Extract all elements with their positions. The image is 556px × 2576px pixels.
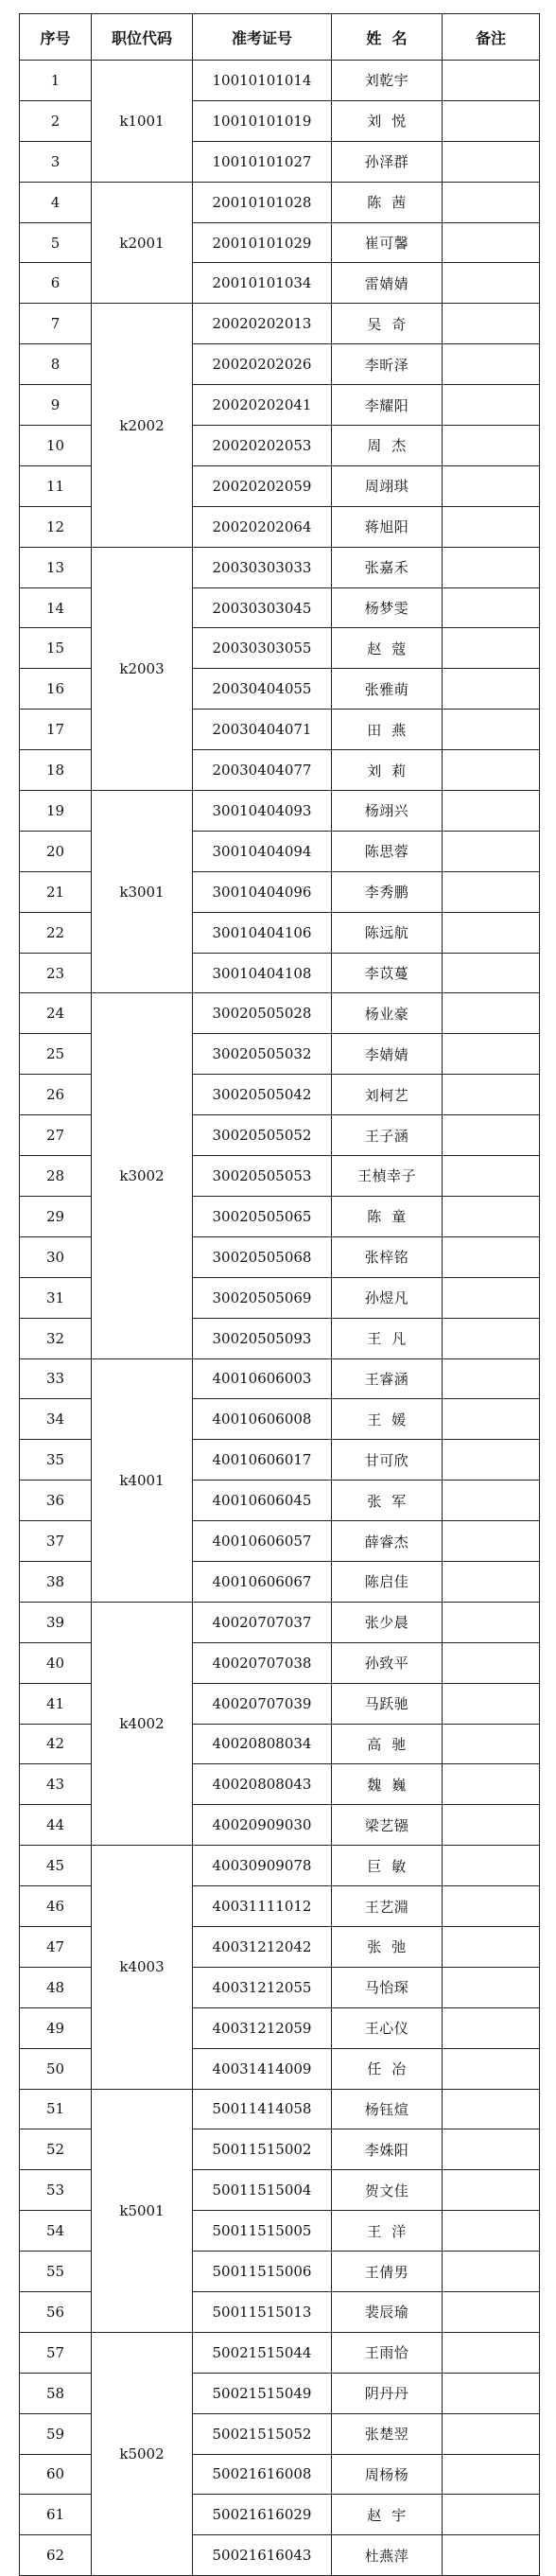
cell-name: 李昕泽 (332, 344, 443, 385)
cell-serial: 54 (20, 2211, 92, 2252)
candidate-table (19, 13, 540, 2576)
cell-exam-id: 40020707039 (193, 1683, 332, 1724)
cell-name: 陈 茜 (332, 182, 443, 222)
cell-name: 陈远航 (332, 912, 443, 953)
table-row (20, 547, 540, 587)
cell-name: 杜燕萍 (332, 2535, 443, 2576)
cell-name: 周翊琪 (332, 465, 443, 506)
cell-remarks (443, 2332, 540, 2373)
cell-serial: 45 (20, 1846, 92, 1886)
cell-exam-id: 40020707038 (193, 1642, 332, 1683)
cell-exam-id: 40031212059 (193, 2007, 332, 2048)
cell-serial: 33 (20, 1358, 92, 1399)
cell-exam-id: 30020505028 (193, 993, 332, 1034)
cell-serial: 31 (20, 1277, 92, 1318)
header-serial: 序号 (20, 14, 92, 61)
cell-serial: 40 (20, 1642, 92, 1683)
cell-remarks (443, 2373, 540, 2413)
cell-serial: 5 (20, 222, 92, 263)
cell-position-code: k5002 (92, 2332, 193, 2575)
cell-name: 崔可馨 (332, 222, 443, 263)
header-remarks: 备注 (443, 14, 540, 61)
cell-serial: 58 (20, 2373, 92, 2413)
cell-serial: 51 (20, 2089, 92, 2129)
cell-serial: 41 (20, 1683, 92, 1724)
cell-exam-id: 20020202013 (193, 304, 332, 344)
cell-remarks (443, 1318, 540, 1358)
cell-exam-id: 10010101019 (193, 100, 332, 141)
cell-position-code: k3001 (92, 791, 193, 993)
cell-exam-id: 20020202064 (193, 506, 332, 547)
cell-remarks (443, 2535, 540, 2576)
cell-serial: 19 (20, 791, 92, 832)
cell-remarks (443, 1886, 540, 1927)
cell-remarks (443, 506, 540, 547)
cell-name: 刘乾宇 (332, 61, 443, 101)
header-position-code: 职位代码 (92, 14, 193, 61)
cell-exam-id: 40031212055 (193, 1967, 332, 2007)
cell-name: 孙煜凡 (332, 1277, 443, 1318)
cell-exam-id: 50021616043 (193, 2535, 332, 2576)
cell-exam-id: 40030909078 (193, 1846, 332, 1886)
cell-remarks (443, 222, 540, 263)
cell-exam-id: 30020505042 (193, 1075, 332, 1115)
cell-name: 魏 巍 (332, 1764, 443, 1805)
cell-remarks (443, 344, 540, 385)
cell-name: 李苡蔓 (332, 953, 443, 993)
cell-exam-id: 40010606008 (193, 1399, 332, 1440)
cell-remarks (443, 1521, 540, 1562)
cell-exam-id: 20030404077 (193, 750, 332, 791)
cell-name: 陈启佳 (332, 1561, 443, 1602)
cell-exam-id: 20020202053 (193, 426, 332, 466)
cell-exam-id: 40010606003 (193, 1358, 332, 1399)
cell-exam-id: 50011515013 (193, 2291, 332, 2332)
cell-serial: 34 (20, 1399, 92, 1440)
cell-name: 王艺淵 (332, 1886, 443, 1927)
cell-serial: 10 (20, 426, 92, 466)
cell-remarks (443, 791, 540, 832)
cell-serial: 12 (20, 506, 92, 547)
cell-serial: 29 (20, 1196, 92, 1236)
cell-name: 任 冶 (332, 2048, 443, 2089)
cell-serial: 24 (20, 993, 92, 1034)
cell-exam-id: 20030303045 (193, 587, 332, 628)
cell-remarks (443, 141, 540, 182)
table-row (20, 1358, 540, 1399)
cell-remarks (443, 1602, 540, 1642)
cell-remarks (443, 1440, 540, 1481)
cell-remarks (443, 1561, 540, 1602)
cell-name: 李姝阳 (332, 2129, 443, 2170)
cell-remarks (443, 993, 540, 1034)
cell-name: 李耀阳 (332, 385, 443, 426)
cell-exam-id: 10010101014 (193, 61, 332, 101)
cell-serial: 8 (20, 344, 92, 385)
cell-remarks (443, 1846, 540, 1886)
cell-remarks (443, 1764, 540, 1805)
cell-name: 王睿涵 (332, 1358, 443, 1399)
cell-remarks (443, 1805, 540, 1846)
table-row (20, 182, 540, 222)
cell-name: 张梓铭 (332, 1236, 443, 1277)
table-row (20, 2332, 540, 2373)
cell-serial: 53 (20, 2170, 92, 2211)
cell-serial: 13 (20, 547, 92, 587)
cell-exam-id: 40010606017 (193, 1440, 332, 1481)
cell-name: 刘 悦 (332, 100, 443, 141)
cell-name: 王 媛 (332, 1399, 443, 1440)
cell-position-code: k2002 (92, 304, 193, 547)
cell-serial: 49 (20, 2007, 92, 2048)
cell-exam-id: 30020505032 (193, 1034, 332, 1075)
cell-remarks (443, 831, 540, 871)
cell-position-code: k4001 (92, 1358, 193, 1602)
cell-name: 杨钰煊 (332, 2089, 443, 2129)
cell-serial: 26 (20, 1075, 92, 1115)
cell-serial: 52 (20, 2129, 92, 2170)
cell-name: 梁艺镪 (332, 1805, 443, 1846)
cell-exam-id: 40031212042 (193, 1926, 332, 1967)
cell-name: 王子涵 (332, 1115, 443, 1156)
cell-serial: 18 (20, 750, 92, 791)
cell-remarks (443, 953, 540, 993)
cell-exam-id: 50021515052 (193, 2413, 332, 2454)
cell-exam-id: 50011515005 (193, 2211, 332, 2252)
cell-remarks (443, 871, 540, 912)
cell-name: 张雅萌 (332, 669, 443, 710)
cell-remarks (443, 465, 540, 506)
cell-exam-id: 40020707037 (193, 1602, 332, 1642)
cell-name: 甘可欣 (332, 1440, 443, 1481)
cell-exam-id: 30010404094 (193, 831, 332, 871)
cell-serial: 3 (20, 141, 92, 182)
cell-name: 王雨恰 (332, 2332, 443, 2373)
cell-exam-id: 50021515049 (193, 2373, 332, 2413)
table-row (20, 61, 540, 101)
cell-remarks (443, 385, 540, 426)
cell-position-code: k2001 (92, 182, 193, 304)
cell-serial: 1 (20, 61, 92, 101)
cell-serial: 7 (20, 304, 92, 344)
cell-remarks (443, 2252, 540, 2292)
cell-name: 杨梦雯 (332, 587, 443, 628)
cell-remarks (443, 2048, 540, 2089)
cell-exam-id: 50011515002 (193, 2129, 332, 2170)
cell-exam-id: 50021616029 (193, 2495, 332, 2535)
cell-serial: 21 (20, 871, 92, 912)
cell-exam-id: 40010606067 (193, 1561, 332, 1602)
cell-remarks (443, 182, 540, 222)
cell-remarks (443, 547, 540, 587)
cell-serial: 44 (20, 1805, 92, 1846)
cell-exam-id: 30020505068 (193, 1236, 332, 1277)
cell-remarks (443, 1075, 540, 1115)
cell-remarks (443, 2089, 540, 2129)
cell-serial: 37 (20, 1521, 92, 1562)
cell-serial: 6 (20, 263, 92, 304)
cell-serial: 4 (20, 182, 92, 222)
cell-serial: 50 (20, 2048, 92, 2089)
cell-serial: 36 (20, 1481, 92, 1521)
cell-remarks (443, 1196, 540, 1236)
table-row (20, 1602, 540, 1642)
cell-remarks (443, 1034, 540, 1075)
cell-name: 李婧婧 (332, 1034, 443, 1075)
table-row (20, 304, 540, 344)
cell-remarks (443, 1481, 540, 1521)
cell-serial: 35 (20, 1440, 92, 1481)
table-header-row (20, 14, 540, 61)
cell-position-code: k2003 (92, 547, 193, 790)
cell-name: 张少晨 (332, 1602, 443, 1642)
cell-name: 巨 敏 (332, 1846, 443, 1886)
cell-exam-id: 20030303033 (193, 547, 332, 587)
cell-name: 刘柯艺 (332, 1075, 443, 1115)
cell-remarks (443, 426, 540, 466)
cell-exam-id: 40020808034 (193, 1724, 332, 1764)
cell-serial: 46 (20, 1886, 92, 1927)
cell-serial: 22 (20, 912, 92, 953)
cell-remarks (443, 2211, 540, 2252)
cell-remarks (443, 2129, 540, 2170)
header-name: 姓 名 (332, 14, 443, 61)
cell-remarks (443, 1926, 540, 1967)
cell-remarks (443, 2170, 540, 2211)
cell-serial: 15 (20, 628, 92, 669)
cell-exam-id: 30010404096 (193, 871, 332, 912)
cell-remarks (443, 2413, 540, 2454)
cell-name: 王倩男 (332, 2252, 443, 2292)
cell-serial: 57 (20, 2332, 92, 2373)
cell-exam-id: 50011515004 (193, 2170, 332, 2211)
cell-serial: 55 (20, 2252, 92, 2292)
cell-remarks (443, 1236, 540, 1277)
cell-remarks (443, 100, 540, 141)
cell-name: 蒋旭阳 (332, 506, 443, 547)
cell-name: 孙泽群 (332, 141, 443, 182)
cell-name: 周 杰 (332, 426, 443, 466)
table-row (20, 2089, 540, 2129)
cell-name: 王 凡 (332, 1318, 443, 1358)
cell-remarks (443, 912, 540, 953)
cell-exam-id: 50011515006 (193, 2252, 332, 2292)
cell-name: 阴丹丹 (332, 2373, 443, 2413)
cell-remarks (443, 669, 540, 710)
cell-serial: 43 (20, 1764, 92, 1805)
cell-serial: 14 (20, 587, 92, 628)
cell-name: 张 弛 (332, 1926, 443, 1967)
cell-serial: 20 (20, 831, 92, 871)
cell-name: 马跃驰 (332, 1683, 443, 1724)
cell-remarks (443, 1683, 540, 1724)
cell-serial: 23 (20, 953, 92, 993)
cell-serial: 2 (20, 100, 92, 141)
cell-remarks (443, 2291, 540, 2332)
cell-name: 孙致平 (332, 1642, 443, 1683)
cell-name: 王心仪 (332, 2007, 443, 2048)
cell-remarks (443, 2454, 540, 2495)
cell-serial: 62 (20, 2535, 92, 2576)
cell-position-code: k3002 (92, 993, 193, 1358)
cell-position-code: k4003 (92, 1846, 193, 2089)
cell-exam-id: 30020505052 (193, 1115, 332, 1156)
cell-exam-id: 20030404071 (193, 710, 332, 750)
cell-serial: 48 (20, 1967, 92, 2007)
header-exam-id: 准考证号 (193, 14, 332, 61)
cell-remarks (443, 1156, 540, 1197)
cell-remarks (443, 61, 540, 101)
cell-serial: 61 (20, 2495, 92, 2535)
cell-remarks (443, 2495, 540, 2535)
cell-exam-id: 20030303055 (193, 628, 332, 669)
cell-exam-id: 30010404108 (193, 953, 332, 993)
cell-exam-id: 20020202026 (193, 344, 332, 385)
cell-remarks (443, 1115, 540, 1156)
cell-serial: 16 (20, 669, 92, 710)
cell-serial: 47 (20, 1926, 92, 1967)
cell-name: 李秀鹏 (332, 871, 443, 912)
cell-name: 周杨杨 (332, 2454, 443, 2495)
cell-exam-id: 50021515044 (193, 2332, 332, 2373)
cell-exam-id: 40031414009 (193, 2048, 332, 2089)
cell-exam-id: 30020505093 (193, 1318, 332, 1358)
cell-exam-id: 20030404055 (193, 669, 332, 710)
cell-remarks (443, 1358, 540, 1399)
cell-name: 赵 宇 (332, 2495, 443, 2535)
cell-name: 王楨幸子 (332, 1156, 443, 1197)
cell-exam-id: 20010101029 (193, 222, 332, 263)
cell-name: 田 燕 (332, 710, 443, 750)
cell-remarks (443, 1642, 540, 1683)
cell-name: 贺文佳 (332, 2170, 443, 2211)
table-row (20, 993, 540, 1034)
cell-exam-id: 20020202041 (193, 385, 332, 426)
cell-position-code: k5001 (92, 2089, 193, 2332)
cell-remarks (443, 628, 540, 669)
cell-name: 赵 蔻 (332, 628, 443, 669)
cell-serial: 25 (20, 1034, 92, 1075)
cell-exam-id: 50021616008 (193, 2454, 332, 2495)
cell-serial: 11 (20, 465, 92, 506)
cell-name: 薛睿杰 (332, 1521, 443, 1562)
cell-serial: 39 (20, 1602, 92, 1642)
cell-remarks (443, 1277, 540, 1318)
cell-serial: 9 (20, 385, 92, 426)
cell-position-code: k4002 (92, 1602, 193, 1845)
cell-exam-id: 30020505069 (193, 1277, 332, 1318)
cell-exam-id: 30020505065 (193, 1196, 332, 1236)
cell-name: 刘 莉 (332, 750, 443, 791)
cell-position-code: k1001 (92, 61, 193, 183)
cell-name: 高 驰 (332, 1724, 443, 1764)
cell-name: 吴 奇 (332, 304, 443, 344)
cell-exam-id: 40031111012 (193, 1886, 332, 1927)
cell-serial: 59 (20, 2413, 92, 2454)
cell-exam-id: 40010606045 (193, 1481, 332, 1521)
table-row (20, 791, 540, 832)
cell-name: 王 洋 (332, 2211, 443, 2252)
cell-exam-id: 50011414058 (193, 2089, 332, 2129)
cell-serial: 27 (20, 1115, 92, 1156)
cell-remarks (443, 1724, 540, 1764)
cell-exam-id: 10010101027 (193, 141, 332, 182)
cell-exam-id: 20020202059 (193, 465, 332, 506)
cell-name: 张楚翌 (332, 2413, 443, 2454)
cell-serial: 17 (20, 710, 92, 750)
cell-exam-id: 40020909030 (193, 1805, 332, 1846)
cell-serial: 38 (20, 1561, 92, 1602)
cell-remarks (443, 304, 540, 344)
cell-serial: 56 (20, 2291, 92, 2332)
cell-remarks (443, 1399, 540, 1440)
cell-remarks (443, 710, 540, 750)
cell-exam-id: 40010606057 (193, 1521, 332, 1562)
table-row (20, 1846, 540, 1886)
cell-serial: 60 (20, 2454, 92, 2495)
cell-exam-id: 20010101028 (193, 182, 332, 222)
cell-exam-id: 30020505053 (193, 1156, 332, 1197)
table-body (20, 61, 540, 2576)
cell-name: 陈 童 (332, 1196, 443, 1236)
cell-serial: 42 (20, 1724, 92, 1764)
cell-name: 张 军 (332, 1481, 443, 1521)
cell-name: 张嘉禾 (332, 547, 443, 587)
cell-name: 陈思蓉 (332, 831, 443, 871)
cell-name: 雷婧婧 (332, 263, 443, 304)
cell-exam-id: 30010404093 (193, 791, 332, 832)
cell-remarks (443, 263, 540, 304)
cell-remarks (443, 1967, 540, 2007)
cell-serial: 32 (20, 1318, 92, 1358)
cell-name: 裴辰瑜 (332, 2291, 443, 2332)
cell-name: 杨业豪 (332, 993, 443, 1034)
cell-serial: 28 (20, 1156, 92, 1197)
cell-remarks (443, 750, 540, 791)
cell-remarks (443, 2007, 540, 2048)
cell-exam-id: 40020808043 (193, 1764, 332, 1805)
cell-serial: 30 (20, 1236, 92, 1277)
cell-remarks (443, 587, 540, 628)
cell-exam-id: 20010101034 (193, 263, 332, 304)
cell-name: 杨翊兴 (332, 791, 443, 832)
cell-exam-id: 30010404106 (193, 912, 332, 953)
cell-name: 马怡琛 (332, 1967, 443, 2007)
